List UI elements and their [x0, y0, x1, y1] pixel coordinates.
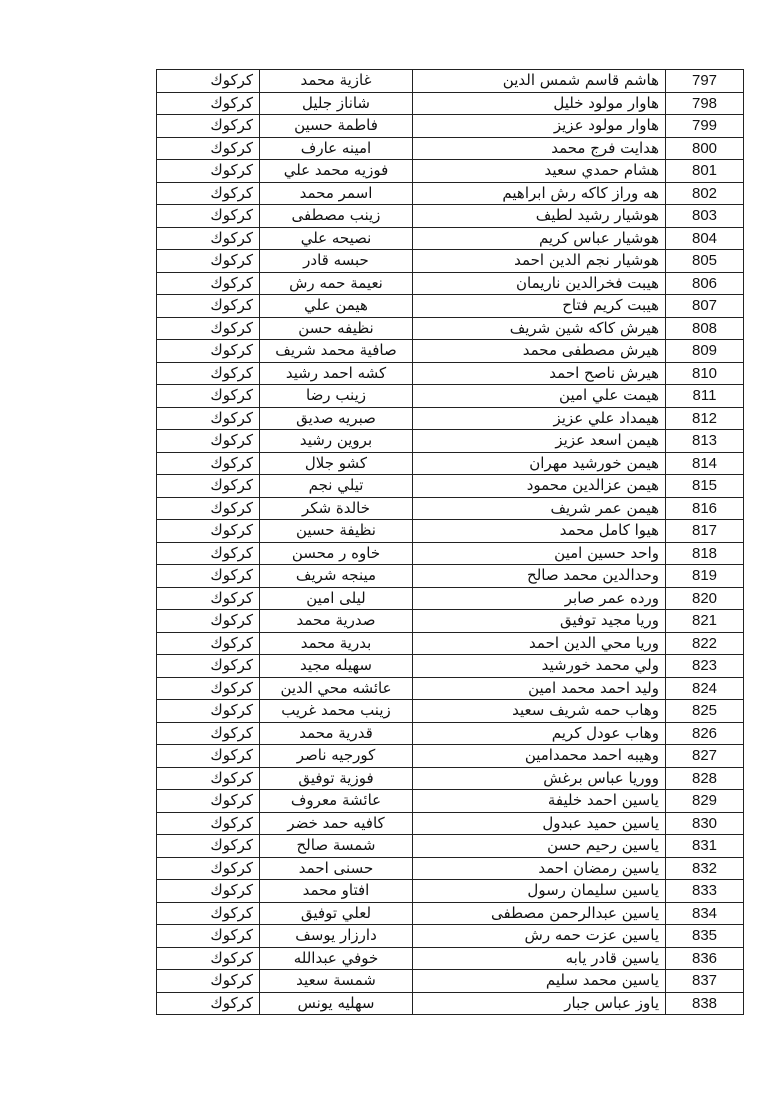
mother-name-cell: خالدة شكر — [260, 497, 413, 520]
full-name-cell: وحدالدين محمد صالح — [413, 565, 666, 588]
row-number-cell: 797 — [666, 70, 744, 93]
table-row — [157, 182, 744, 205]
names-table — [156, 69, 744, 1015]
full-name-cell: هاوار مولود عزيز — [413, 115, 666, 138]
row-number-cell: 835 — [666, 925, 744, 948]
table-row — [157, 925, 744, 948]
table-row — [157, 295, 744, 318]
city-cell: كركوك — [157, 947, 260, 970]
table-row — [157, 385, 744, 408]
row-number-cell: 817 — [666, 520, 744, 543]
table-row — [157, 970, 744, 993]
mother-name-cell: كافيه حمد خضر — [260, 812, 413, 835]
mother-name-cell: ليلى امين — [260, 587, 413, 610]
table-row — [157, 677, 744, 700]
city-cell: كركوك — [157, 115, 260, 138]
row-number-cell: 831 — [666, 835, 744, 858]
full-name-cell: هيمداد علي عزيز — [413, 407, 666, 430]
table-row — [157, 430, 744, 453]
table-row — [157, 767, 744, 790]
full-name-cell: هيبت كريم فتاح — [413, 295, 666, 318]
city-cell: كركوك — [157, 160, 260, 183]
table-row — [157, 812, 744, 835]
table-row — [157, 137, 744, 160]
row-number-cell: 803 — [666, 205, 744, 228]
row-number-cell: 802 — [666, 182, 744, 205]
full-name-cell: وريا مجيد توفيق — [413, 610, 666, 633]
city-cell: كركوك — [157, 317, 260, 340]
city-cell: كركوك — [157, 272, 260, 295]
city-cell: كركوك — [157, 632, 260, 655]
city-cell: كركوك — [157, 250, 260, 273]
city-cell: كركوك — [157, 385, 260, 408]
full-name-cell: ياسين رمضان احمد — [413, 857, 666, 880]
city-cell: كركوك — [157, 655, 260, 678]
city-cell: كركوك — [157, 182, 260, 205]
mother-name-cell: تيلي نجم — [260, 475, 413, 498]
mother-name-cell: شاناز جليل — [260, 92, 413, 115]
row-number-cell: 804 — [666, 227, 744, 250]
full-name-cell: ياسين قادر يابه — [413, 947, 666, 970]
city-cell: كركوك — [157, 992, 260, 1015]
table-row — [157, 250, 744, 273]
table-row — [157, 272, 744, 295]
mother-name-cell: عائشة معروف — [260, 790, 413, 813]
city-cell: كركوك — [157, 137, 260, 160]
city-cell: كركوك — [157, 430, 260, 453]
city-cell: كركوك — [157, 812, 260, 835]
city-cell: كركوك — [157, 722, 260, 745]
mother-name-cell: صافية محمد شريف — [260, 340, 413, 363]
row-number-cell: 832 — [666, 857, 744, 880]
table-row — [157, 880, 744, 903]
mother-name-cell: حبسه قادر — [260, 250, 413, 273]
table-row — [157, 542, 744, 565]
city-cell: كركوك — [157, 610, 260, 633]
table-row — [157, 857, 744, 880]
mother-name-cell: هيمن علي — [260, 295, 413, 318]
city-cell: كركوك — [157, 70, 260, 93]
full-name-cell: هيبت فخرالدين ناريمان — [413, 272, 666, 295]
row-number-cell: 828 — [666, 767, 744, 790]
mother-name-cell: صبريه صديق — [260, 407, 413, 430]
full-name-cell: هدايت فرج محمد — [413, 137, 666, 160]
row-number-cell: 838 — [666, 992, 744, 1015]
table-row — [157, 205, 744, 228]
mother-name-cell: خاوه ر محسن — [260, 542, 413, 565]
row-number-cell: 834 — [666, 902, 744, 925]
full-name-cell: ياسين سليمان رسول — [413, 880, 666, 903]
city-cell: كركوك — [157, 542, 260, 565]
city-cell: كركوك — [157, 790, 260, 813]
mother-name-cell: زينب مصطفى — [260, 205, 413, 228]
full-name-cell: هيمن خورشيد مهران — [413, 452, 666, 475]
full-name-cell: هيرش ناصح احمد — [413, 362, 666, 385]
full-name-cell: وهيبه احمد محمدامين — [413, 745, 666, 768]
mother-name-cell: بدرية محمد — [260, 632, 413, 655]
full-name-cell: هيرش كاكه شين شريف — [413, 317, 666, 340]
row-number-cell: 810 — [666, 362, 744, 385]
table-row — [157, 160, 744, 183]
table-row — [157, 317, 744, 340]
row-number-cell: 829 — [666, 790, 744, 813]
mother-name-cell: فوزية توفيق — [260, 767, 413, 790]
mother-name-cell: فاطمة حسين — [260, 115, 413, 138]
mother-name-cell: سهيله مجيد — [260, 655, 413, 678]
city-cell: كركوك — [157, 745, 260, 768]
table-row — [157, 902, 744, 925]
full-name-cell: هاشم قاسم شمس الدين — [413, 70, 666, 93]
row-number-cell: 807 — [666, 295, 744, 318]
full-name-cell: هشام حمدي سعيد — [413, 160, 666, 183]
table-row — [157, 92, 744, 115]
city-cell: كركوك — [157, 880, 260, 903]
table-row — [157, 227, 744, 250]
full-name-cell: ياسين محمد سليم — [413, 970, 666, 993]
mother-name-cell: كشه احمد رشيد — [260, 362, 413, 385]
city-cell: كركوك — [157, 92, 260, 115]
city-cell: كركوك — [157, 857, 260, 880]
row-number-cell: 812 — [666, 407, 744, 430]
mother-name-cell: قدرية محمد — [260, 722, 413, 745]
mother-name-cell: لعلي توفيق — [260, 902, 413, 925]
table-row — [157, 497, 744, 520]
row-number-cell: 811 — [666, 385, 744, 408]
table-row — [157, 835, 744, 858]
full-name-cell: هاوار مولود خليل — [413, 92, 666, 115]
row-number-cell: 815 — [666, 475, 744, 498]
full-name-cell: ياسين عزت حمه رش — [413, 925, 666, 948]
row-number-cell: 825 — [666, 700, 744, 723]
mother-name-cell: امينه عارف — [260, 137, 413, 160]
row-number-cell: 836 — [666, 947, 744, 970]
table-row — [157, 790, 744, 813]
mother-name-cell: غازية محمد — [260, 70, 413, 93]
row-number-cell: 837 — [666, 970, 744, 993]
row-number-cell: 808 — [666, 317, 744, 340]
mother-name-cell: سهليه يونس — [260, 992, 413, 1015]
row-number-cell: 800 — [666, 137, 744, 160]
full-name-cell: وهاب حمه شريف سعيد — [413, 700, 666, 723]
row-number-cell: 822 — [666, 632, 744, 655]
full-name-cell: ياسين عبدالرحمن مصطفى — [413, 902, 666, 925]
row-number-cell: 805 — [666, 250, 744, 273]
table-row — [157, 745, 744, 768]
row-number-cell: 809 — [666, 340, 744, 363]
mother-name-cell: اسمر محمد — [260, 182, 413, 205]
mother-name-cell: عائشه محي الدين — [260, 677, 413, 700]
mother-name-cell: نظيفه حسن — [260, 317, 413, 340]
full-name-cell: هيرش مصطفى محمد — [413, 340, 666, 363]
table-row — [157, 610, 744, 633]
mother-name-cell: زينب رضا — [260, 385, 413, 408]
table-row — [157, 340, 744, 363]
full-name-cell: ياوز عباس جبار — [413, 992, 666, 1015]
city-cell: كركوك — [157, 227, 260, 250]
mother-name-cell: دارزار يوسف — [260, 925, 413, 948]
city-cell: كركوك — [157, 520, 260, 543]
table-row — [157, 700, 744, 723]
table-row — [157, 407, 744, 430]
row-number-cell: 833 — [666, 880, 744, 903]
table-row — [157, 475, 744, 498]
mother-name-cell: مينجه شريف — [260, 565, 413, 588]
city-cell: كركوك — [157, 587, 260, 610]
full-name-cell: هوشيار رشيد لطيف — [413, 205, 666, 228]
table-row — [157, 565, 744, 588]
mother-name-cell: نعيمة حمه رش — [260, 272, 413, 295]
table-row — [157, 362, 744, 385]
row-number-cell: 814 — [666, 452, 744, 475]
full-name-cell: هوشيار عباس كريم — [413, 227, 666, 250]
city-cell: كركوك — [157, 407, 260, 430]
city-cell: كركوك — [157, 205, 260, 228]
city-cell: كركوك — [157, 970, 260, 993]
table-row — [157, 992, 744, 1015]
full-name-cell: هيمن عمر شريف — [413, 497, 666, 520]
city-cell: كركوك — [157, 340, 260, 363]
city-cell: كركوك — [157, 677, 260, 700]
city-cell: كركوك — [157, 902, 260, 925]
city-cell: كركوك — [157, 452, 260, 475]
mother-name-cell: نصيحه علي — [260, 227, 413, 250]
mother-name-cell: كشو جلال — [260, 452, 413, 475]
mother-name-cell: فوزيه محمد علي — [260, 160, 413, 183]
row-number-cell: 801 — [666, 160, 744, 183]
full-name-cell: ياسين رحيم حسن — [413, 835, 666, 858]
mother-name-cell: زينب محمد غريب — [260, 700, 413, 723]
mother-name-cell: صدرية محمد — [260, 610, 413, 633]
full-name-cell: واحد حسين امين — [413, 542, 666, 565]
mother-name-cell: كورجيه ناصر — [260, 745, 413, 768]
full-name-cell: ياسين حميد عبدول — [413, 812, 666, 835]
mother-name-cell: حسنى احمد — [260, 857, 413, 880]
row-number-cell: 816 — [666, 497, 744, 520]
city-cell: كركوك — [157, 925, 260, 948]
mother-name-cell: بروين رشيد — [260, 430, 413, 453]
row-number-cell: 798 — [666, 92, 744, 115]
full-name-cell: هيمت علي امين — [413, 385, 666, 408]
mother-name-cell: خوفي عبدالله — [260, 947, 413, 970]
full-name-cell: هيمن اسعد عزيز — [413, 430, 666, 453]
mother-name-cell: نظيفة حسين — [260, 520, 413, 543]
row-number-cell: 813 — [666, 430, 744, 453]
table-row — [157, 947, 744, 970]
full-name-cell: ياسين احمد خليفة — [413, 790, 666, 813]
city-cell: كركوك — [157, 362, 260, 385]
full-name-cell: هيوا كامل محمد — [413, 520, 666, 543]
table-row — [157, 587, 744, 610]
table-row — [157, 452, 744, 475]
full-name-cell: هيمن عزالدين محمود — [413, 475, 666, 498]
city-cell: كركوك — [157, 475, 260, 498]
row-number-cell: 821 — [666, 610, 744, 633]
mother-name-cell: افتاو محمد — [260, 880, 413, 903]
table-row — [157, 70, 744, 93]
mother-name-cell: شمسة صالح — [260, 835, 413, 858]
names-table-body — [157, 70, 744, 1015]
row-number-cell: 806 — [666, 272, 744, 295]
city-cell: كركوك — [157, 835, 260, 858]
row-number-cell: 818 — [666, 542, 744, 565]
full-name-cell: ورده عمر صابر — [413, 587, 666, 610]
full-name-cell: هه وراز كاكه رش ابراهيم — [413, 182, 666, 205]
full-name-cell: ووريا عباس برغش — [413, 767, 666, 790]
city-cell: كركوك — [157, 295, 260, 318]
table-row — [157, 115, 744, 138]
row-number-cell: 823 — [666, 655, 744, 678]
row-number-cell: 819 — [666, 565, 744, 588]
city-cell: كركوك — [157, 767, 260, 790]
full-name-cell: وريا محي الدين احمد — [413, 632, 666, 655]
row-number-cell: 799 — [666, 115, 744, 138]
table-row — [157, 722, 744, 745]
city-cell: كركوك — [157, 565, 260, 588]
mother-name-cell: شمسة سعيد — [260, 970, 413, 993]
table-row — [157, 655, 744, 678]
table-row — [157, 632, 744, 655]
row-number-cell: 824 — [666, 677, 744, 700]
row-number-cell: 820 — [666, 587, 744, 610]
city-cell: كركوك — [157, 700, 260, 723]
full-name-cell: هوشيار نجم الدين احمد — [413, 250, 666, 273]
full-name-cell: ولي محمد خورشيد — [413, 655, 666, 678]
full-name-cell: وهاب عودل كريم — [413, 722, 666, 745]
city-cell: كركوك — [157, 497, 260, 520]
row-number-cell: 827 — [666, 745, 744, 768]
table-row — [157, 520, 744, 543]
row-number-cell: 826 — [666, 722, 744, 745]
row-number-cell: 830 — [666, 812, 744, 835]
full-name-cell: وليد احمد محمد امين — [413, 677, 666, 700]
